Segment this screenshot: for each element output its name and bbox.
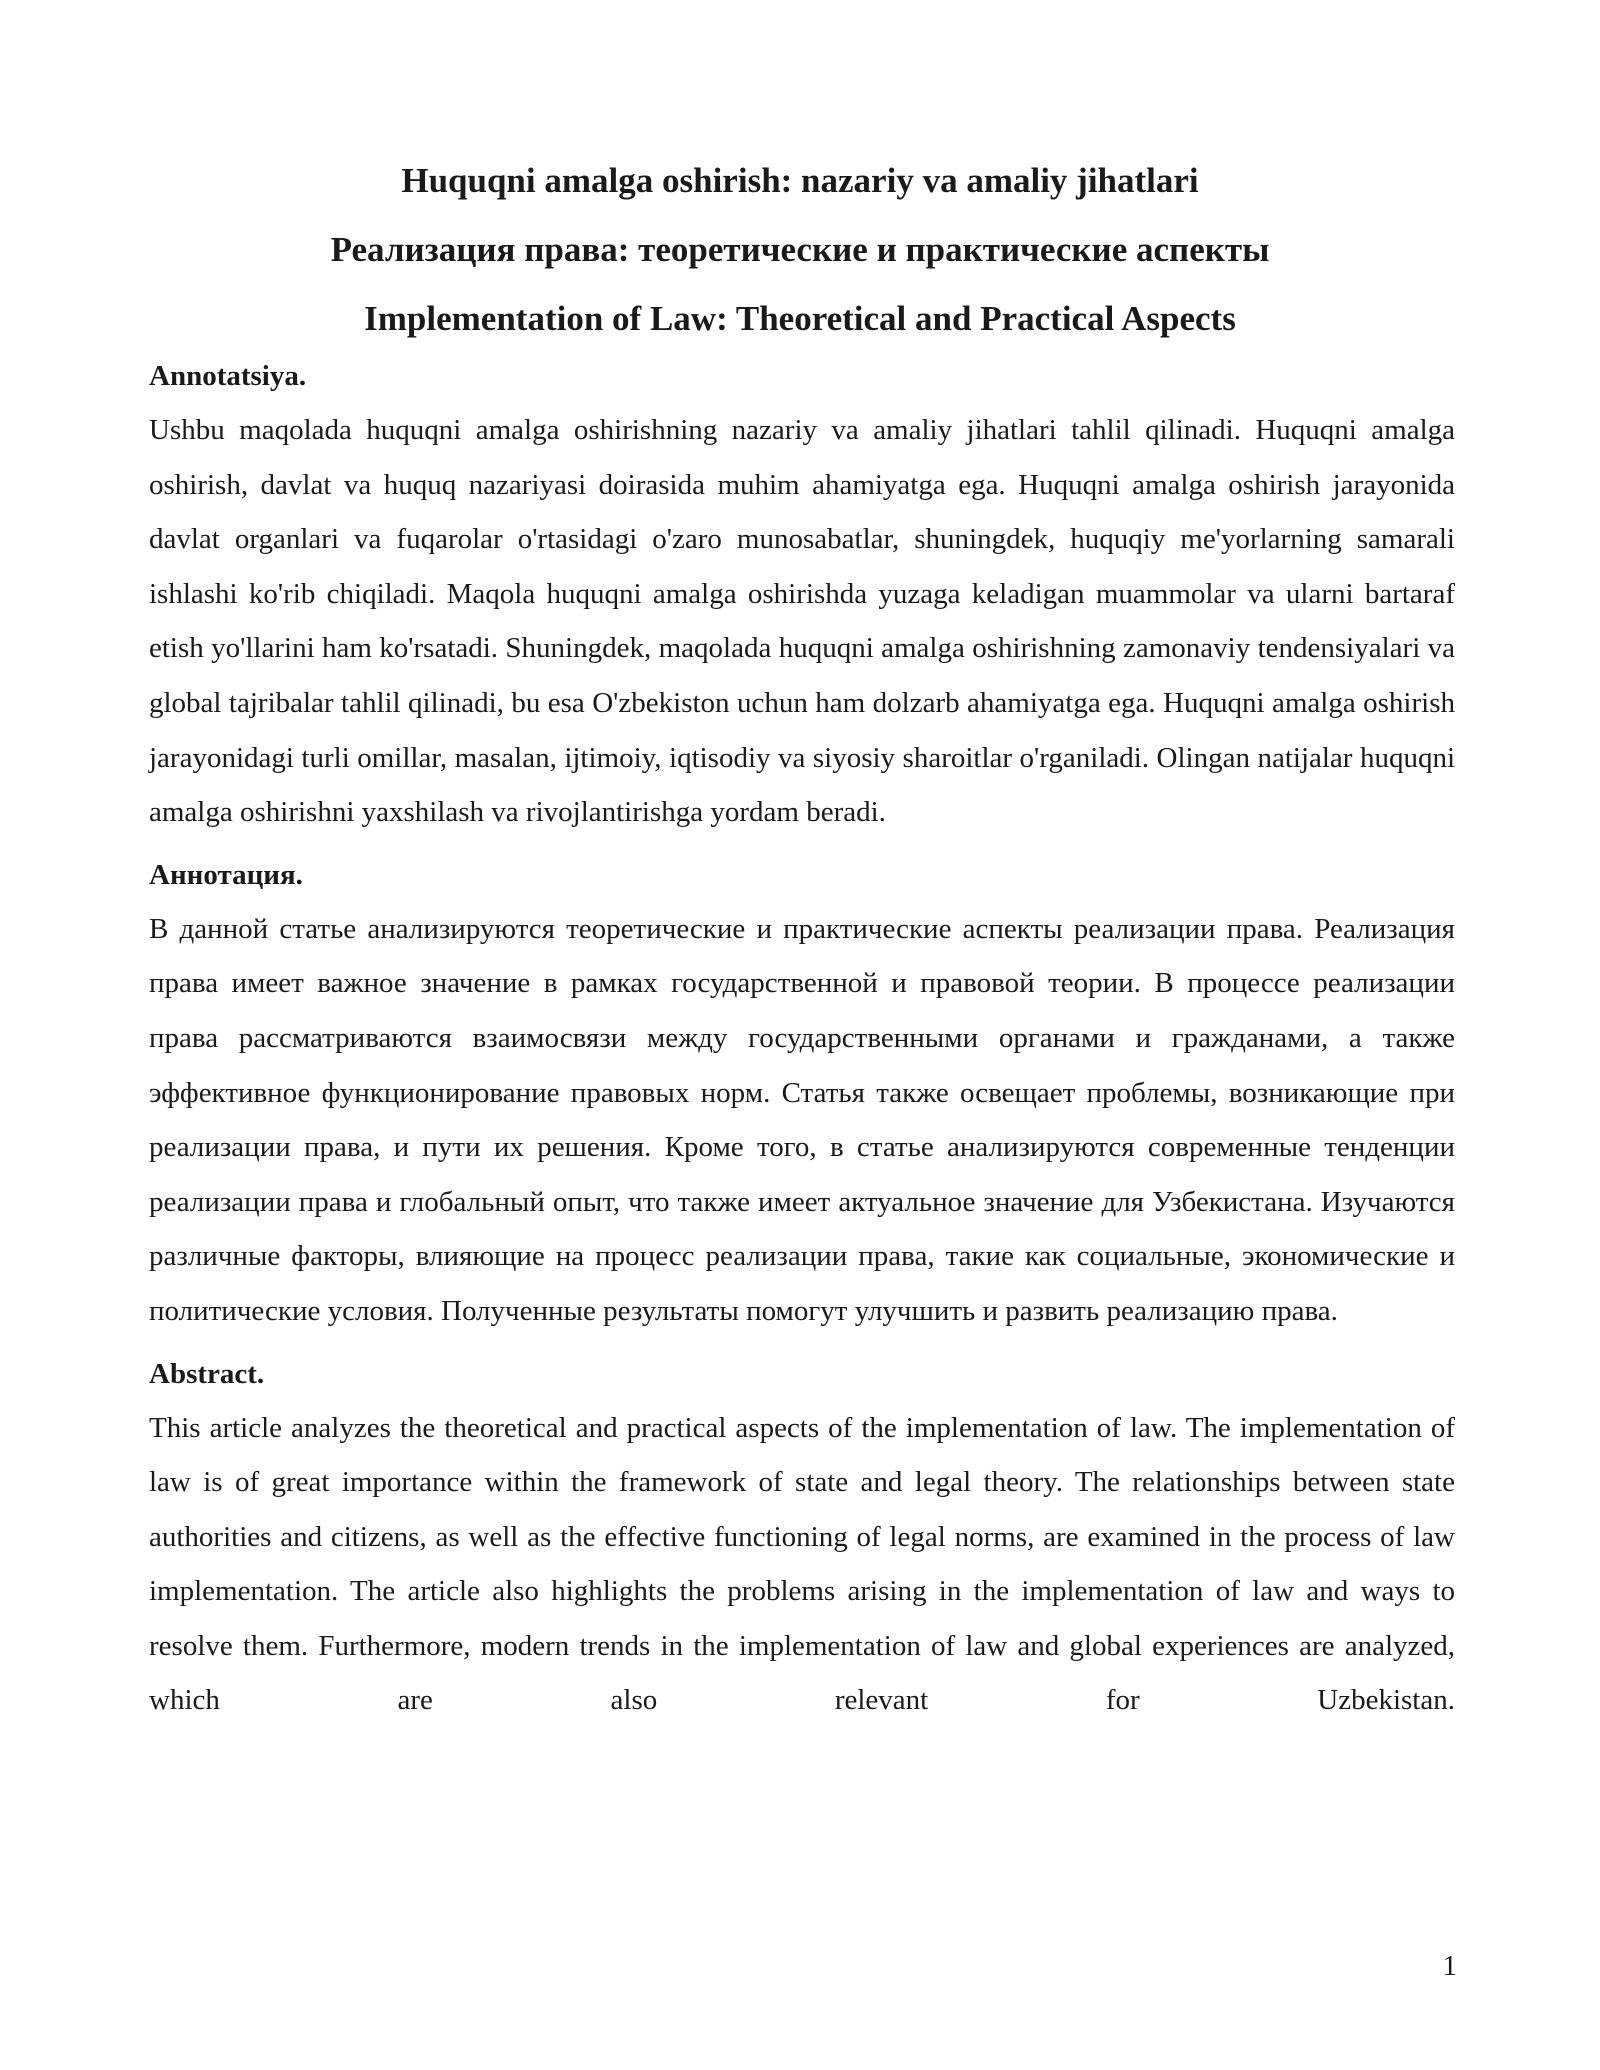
title-block xyxy=(150,146,1450,353)
abstract-english-text: This article analyzes the theoretical and practical aspects of the implementation of law. The implementation of law is of great importance within the framework of state and legal theory. The relationships between state authorities and citizens, as well as the effective functioning of legal norms, are examined in the process of law implementation. The article also highlights the problems arising in the implementation of law and ways to resolve them. Furthermore, modern trends in the implementation of law and global experiences are analyzed, which are also relevant for Uzbekistan. xyxy=(149,1411,1455,1717)
title-english: Implementation of Law: Theoretical and Practical Aspects xyxy=(364,299,1236,338)
abstract-english-section xyxy=(149,1347,1455,1729)
annotation-russian-heading: Аннотация. xyxy=(149,858,303,891)
page-number: 1 xyxy=(1442,1950,1457,1982)
annotation-uzbek-section xyxy=(149,349,1455,840)
title-uzbek: Huquqni amalga oshirish: nazariy va amaliy jihatlari xyxy=(401,161,1199,200)
annotation-uzbek-heading: Annotatsiya. xyxy=(149,360,307,392)
title-russian: Реализация права: теоретические и практические аспекты xyxy=(330,230,1270,269)
abstract-english-heading: Abstract. xyxy=(149,1357,265,1390)
annotations-body xyxy=(149,349,1455,1736)
annotation-russian-section xyxy=(149,848,1455,1339)
annotation-russian-text: В данной статье анализируются теоретические и практические аспекты реализации права. Реализация права имеет важное значение в рамках государственной и правовой теории. В процессе реализации права рассматриваются взаимосвязи между государственными органами и гражданами, а также эффективное функционирование правовых норм. Статья также освещает проблемы, возникающие при реализации права, и пути их решения. Кроме того, в статье анализируются современные тенденции реализации права и глобальный опыт, что также имеет актуальное значение для Узбекистана. Изучаются различные факторы, влияющие на процесс реализации права, такие как социальные, экономические и политические условия. Полученные результаты помогут улучшить и развить реализацию права. xyxy=(149,912,1455,1327)
annotation-uzbek-text: Ushbu maqolada huquqni amalga oshirishning nazariy va amaliy jihatlari tahlil qilinadi. Huquqni amalga oshirish, davlat va huquq nazariyasi doirasida muhim ahamiyatga ega. Huquqni amalga oshirish jarayonida davlat organlari va fuqarolar o'rtasidagi o'zaro munosabatlar, shuningdek, huquqiy me'yorlarning samarali ishlashi ko'rib chiqiladi. Maqola huquqni amalga oshirishda yuzaga keladigan muammolar va ularni bartaraf etish yo'llarini ham ko'rsatadi. Shuningdek, maqolada huquqni amalga oshirishning zamonaviy tendensiyalari va global tajribalar tahlil qilinadi, bu esa O'zbekiston uchun ham dolzarb ahamiyatga ega. Huquqni amalga oshirish jarayonidagi turli omillar, masalan, ijtimoiy, iqtisodiy va siyosiy sharoitlar o'rganiladi. Olingan natijalar huquqni amalga oshirishni yaxshilash va rivojlantirishga yordam beradi. xyxy=(149,414,1455,829)
